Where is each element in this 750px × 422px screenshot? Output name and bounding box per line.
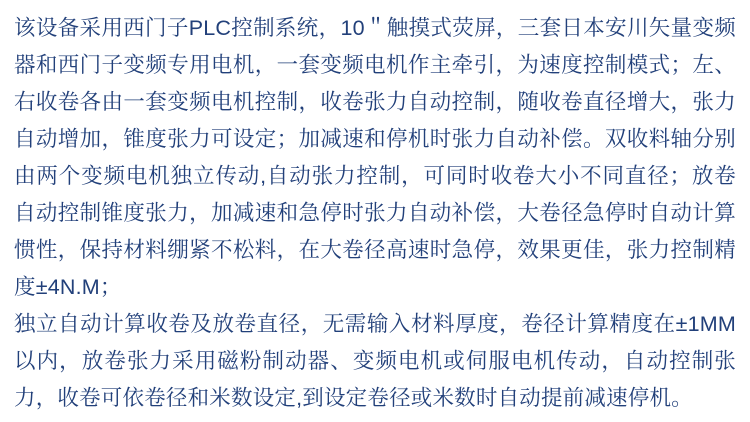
paragraph-2: 独立自动计算收卷及放卷直径，无需输入材料厚度，卷径计算精度在±1MM以内，放卷张力采用磁粉制动器、变频电机或伺服电机传动，自动控制张力，收卷可依卷径和米数设定,到设定卷径或米数时自动提前减速停机。 (14, 312, 736, 410)
paragraph-1: 该设备采用西门子PLC控制系统，10＂触摸式荧屏，三套日本安川矢量变频器和西门子变频专用电机，一套变频电机作主牵引，为速度控制模式；左、右收卷各由一套变频电机控制，收卷张力自动控制，随收卷直径增大，张力自动增加，锥度张力可设定；加减速和停机时张力自动补偿。双收料轴分别由两个变频电机独立传动,自动张力控制，可同时收卷大小不同直径；放卷自动控制锥度张力，加减速和急停时张力自动补偿，大卷径急停时自动计算惯性，保持材料绷紧不松料，在大卷径高速时急停，效果更佳，张力控制精度±4N.M； (14, 16, 736, 299)
